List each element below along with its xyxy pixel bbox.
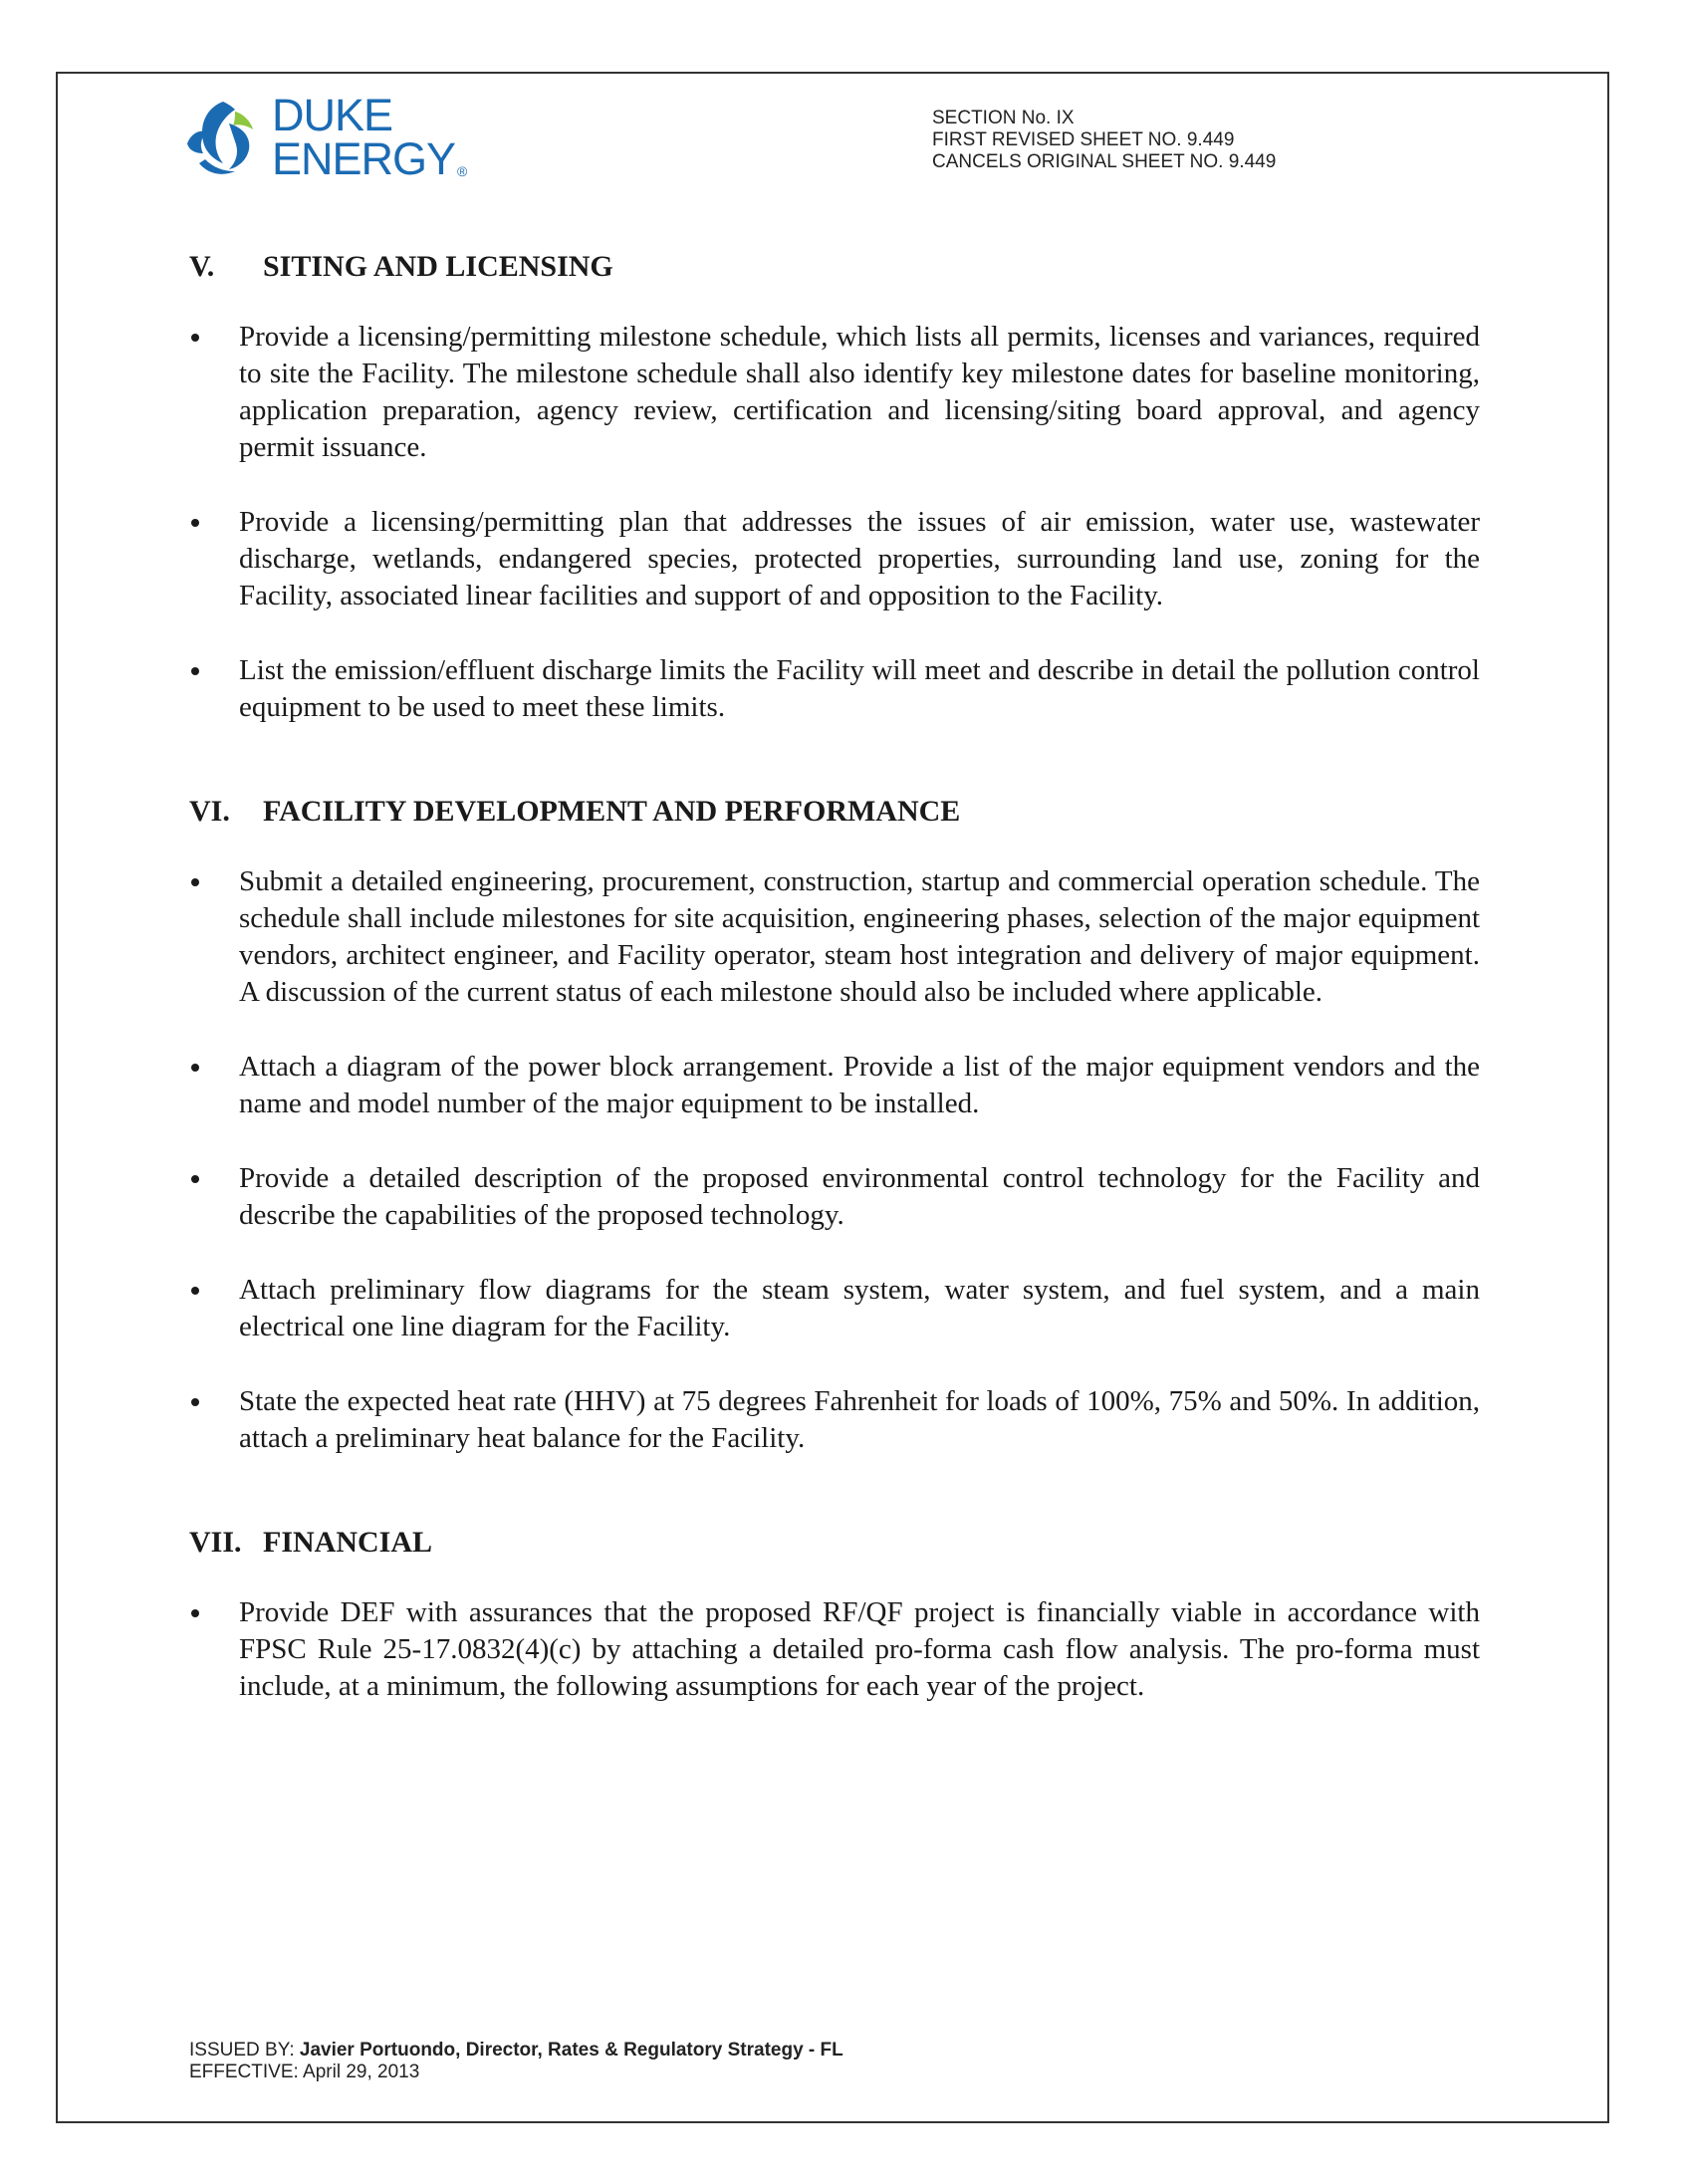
bullet-icon [191,519,199,527]
list-item-text: State the expected heat rate (HHV) at 75 degrees Fahrenheit for loads of 100%, 75% and 50%. In addition, attach a preliminary heat balance for the Facility. [239,1385,1480,1454]
bullet-icon [191,1287,199,1295]
list-item [189,652,1480,726]
list-item-text: Attach preliminary flow diagrams for the steam system, water system, and fuel system, and a main electrical one line diagram for the Facility. [239,1274,1480,1342]
effective-line [189,2062,843,2083]
section-heading [189,249,1480,285]
effective-label: EFFECTIVE: [189,2062,299,2082]
issued-by-line [189,2040,843,2062]
duke-energy-logo [177,90,476,189]
section-number: SECTION No. IX [932,108,1075,128]
list-item-text: Attach a diagram of the power block arrangement. Provide a list of the major equipment vendors and the name and model number of the major equipment to be installed. [239,1051,1480,1119]
list-item [189,319,1480,466]
bullet-icon [191,1064,199,1072]
document-body [189,249,1480,1743]
list-item-text: Submit a detailed engineering, procurement, construction, startup and commercial operation schedule. The schedule shall include milestones for site acquisition, engineering phases, selection of the major equipment vendors, architect engineer, and Facility operator, steam host integration and delivery of major equipment. A discussion of the current status of each milestone should also be included where applicable. [239,865,1480,1008]
list-item-text: Provide a licensing/permitting plan that addresses the issues of air emission, water use, wastewater discharge, wetlands, endangered species, protected properties, surrounding land use, zoning for the Facility, associated linear facilities and support of and opposition to the Facility. [239,506,1480,611]
issued-label: ISSUED BY: [189,2040,295,2061]
logo-line1: DUKE [272,90,393,140]
bullet-icon [191,878,199,886]
list-item [189,504,1480,614]
list-item [189,863,1480,1011]
logo-line2: ENERGY [272,133,456,184]
section-facility-development [189,794,1480,1457]
list-item [189,1272,1480,1345]
section-heading [189,794,1480,830]
bullet-icon [191,334,199,342]
duke-energy-flame-icon [177,94,267,183]
bullet-icon [191,667,199,675]
bullet-list [189,863,1480,1457]
issued-value: Javier Portuondo, Director, Rates & Regulatory Strategy - FL [299,2040,843,2061]
bullet-icon [191,1609,199,1617]
section-heading-number: VII. [189,1526,242,1559]
spacer [189,764,1480,794]
list-item [189,1049,1480,1122]
list-item-text: Provide DEF with assurances that the proposed RF/QF project is financially viable in accordance with FPSC Rule 25-17.0832(4)(c) by attaching a detailed pro-forma cash flow analysis. The pro-forma must include, at a minimum, the following assumptions for each year of the project. [239,1596,1480,1702]
bullet-icon [191,1175,199,1183]
effective-value: April 29, 2013 [303,2062,420,2082]
section-heading-title: FINANCIAL [263,1526,433,1559]
list-item [189,1160,1480,1234]
logo-wordmark [272,90,467,191]
section-heading [189,1525,1480,1561]
revised-sheet: FIRST REVISED SHEET NO. 9.449 [932,129,1235,150]
list-item [189,1383,1480,1457]
section-heading-number: V. [189,250,215,283]
section-heading-title: SITING AND LICENSING [263,250,613,283]
spacer [189,1495,1480,1525]
list-item [189,1594,1480,1705]
bullet-list [189,1594,1480,1705]
bullet-list [189,319,1480,726]
registered-mark: ® [457,163,467,179]
list-item-text: Provide a detailed description of the proposed environmental control technology for the Facility and describe the capabilities of the proposed technology. [239,1162,1480,1231]
section-heading-title: FACILITY DEVELOPMENT AND PERFORMANCE [263,795,961,828]
footer-issued [189,2040,843,2083]
cancels-sheet: CANCELS ORIGINAL SHEET NO. 9.449 [932,151,1277,172]
section-siting-licensing [189,249,1480,726]
bullet-icon [191,1398,199,1406]
list-item-text: List the emission/effluent discharge limits the Facility will meet and describe in detail the pollution control equipment to be used to meet these limits. [239,654,1480,723]
section-financial [189,1525,1480,1705]
sheet-info [932,108,1276,173]
list-item-text: Provide a licensing/permitting milestone schedule, which lists all permits, licenses and variances, required to site the Facility. The milestone schedule shall also identify key milestone dates for baseline monitoring, application preparation, agency review, certification and licensing/siting board approval, and agency permit issuance. [239,321,1480,463]
section-heading-number: VI. [189,795,230,828]
